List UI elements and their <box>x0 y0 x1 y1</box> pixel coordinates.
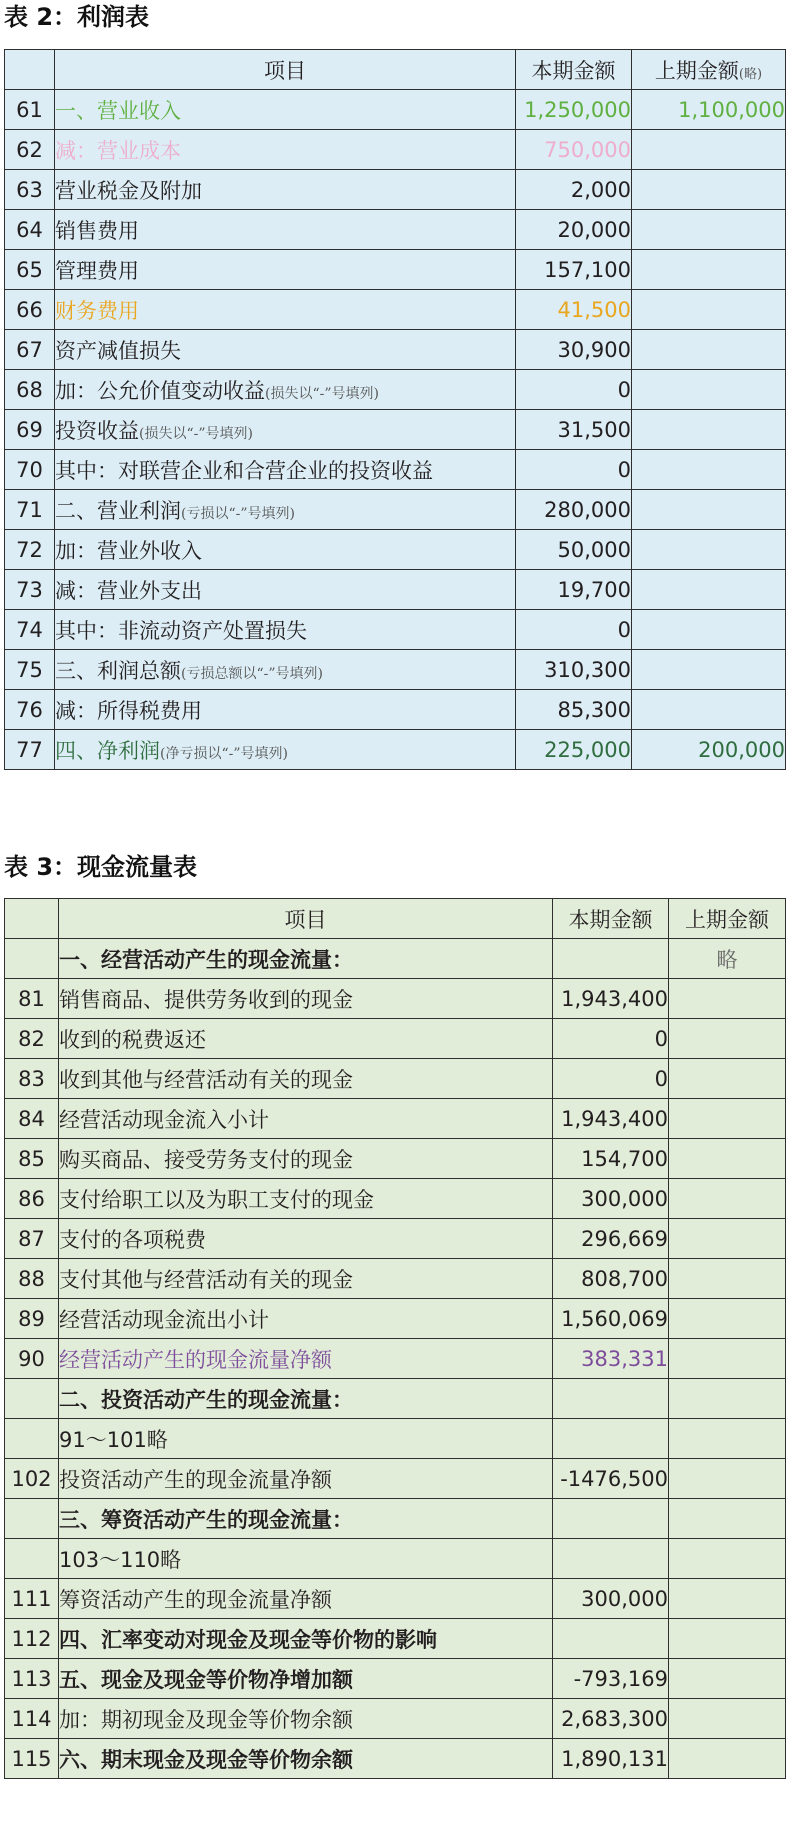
row-number: 89 <box>5 1299 59 1339</box>
row-item-label: 资产减值损失 <box>55 338 181 363</box>
row-item <box>55 290 516 330</box>
row-item <box>55 610 516 650</box>
row-previous <box>669 1059 786 1099</box>
row-current: 0 <box>553 1019 669 1059</box>
header-current: 本期金额 <box>516 50 632 90</box>
row-number <box>5 1499 59 1539</box>
table-row <box>5 1699 786 1739</box>
table-row <box>5 490 786 530</box>
row-current: 0 <box>516 610 632 650</box>
row-number: 86 <box>5 1179 59 1219</box>
row-item: 加：期初现金及现金等价物余额 <box>59 1699 553 1739</box>
table-row <box>5 90 786 130</box>
table-row <box>5 1299 786 1339</box>
row-current <box>553 1419 669 1459</box>
table-row <box>5 1739 786 1779</box>
row-number: 81 <box>5 979 59 1019</box>
row-current <box>553 1539 669 1579</box>
row-item-label: 三、利润总额 <box>55 658 181 683</box>
row-item: 支付其他与经营活动有关的现金 <box>59 1259 553 1299</box>
header-previous-label: 上期金额 <box>654 58 739 83</box>
row-previous <box>632 210 786 250</box>
row-item <box>55 330 516 370</box>
row-number: 75 <box>5 650 55 690</box>
row-item <box>55 690 516 730</box>
row-previous <box>669 1379 786 1419</box>
row-item-label: 加：营业外收入 <box>55 538 202 563</box>
row-number: 115 <box>5 1739 59 1779</box>
table-header-row <box>5 50 786 90</box>
header-no <box>5 899 59 939</box>
row-number: 65 <box>5 250 55 290</box>
table-row <box>5 530 786 570</box>
table-row <box>5 1339 786 1379</box>
table-row <box>5 290 786 330</box>
row-current: -1476,500 <box>553 1459 669 1499</box>
row-number: 77 <box>5 730 55 770</box>
row-previous <box>632 650 786 690</box>
row-item: 收到的税费返还 <box>59 1019 553 1059</box>
table-row <box>5 370 786 410</box>
table-row <box>5 1419 786 1459</box>
row-item-note: (亏损以“-”号填列) <box>181 505 295 522</box>
table-row <box>5 979 786 1019</box>
row-previous <box>632 490 786 530</box>
row-previous <box>669 1499 786 1539</box>
row-current: 808,700 <box>553 1259 669 1299</box>
row-item-note: (损失以“-”号填列) <box>265 385 379 402</box>
row-number: 83 <box>5 1059 59 1099</box>
row-item <box>55 730 516 770</box>
row-item <box>55 650 516 690</box>
row-previous <box>632 450 786 490</box>
header-no <box>5 50 55 90</box>
row-item-note: (损失以“-”号填列) <box>139 425 253 442</box>
row-current: 1,250,000 <box>516 90 632 130</box>
row-number: 76 <box>5 690 55 730</box>
row-previous <box>669 1139 786 1179</box>
row-current: 2,000 <box>516 170 632 210</box>
header-previous-note: (略) <box>738 66 763 82</box>
row-item-label: 四、净利润 <box>55 738 160 763</box>
table-row <box>5 1179 786 1219</box>
row-item <box>55 410 516 450</box>
row-number: 113 <box>5 1659 59 1699</box>
table-row <box>5 1059 786 1099</box>
row-current: 296,669 <box>553 1219 669 1259</box>
row-current: 31,500 <box>516 410 632 450</box>
header-previous: 上期金额 <box>669 899 786 939</box>
row-number: 71 <box>5 490 55 530</box>
row-item: 四、汇率变动对现金及现金等价物的影响 <box>59 1619 553 1659</box>
cash-flow-table <box>4 898 786 1779</box>
row-current: 2,683,300 <box>553 1699 669 1739</box>
table-row <box>5 570 786 610</box>
row-item-label: 财务费用 <box>55 298 139 323</box>
row-current: 300,000 <box>553 1179 669 1219</box>
row-previous <box>669 1419 786 1459</box>
header-item: 项目 <box>59 899 553 939</box>
row-item <box>55 570 516 610</box>
row-number: 64 <box>5 210 55 250</box>
table-row <box>5 130 786 170</box>
row-number <box>5 1419 59 1459</box>
row-current: 280,000 <box>516 490 632 530</box>
header-item: 项目 <box>55 50 516 90</box>
row-previous <box>669 979 786 1019</box>
row-item: 支付的各项税费 <box>59 1219 553 1259</box>
row-item-note: (净亏损以“-”号填列) <box>160 745 288 762</box>
row-previous <box>632 610 786 650</box>
row-item: 销售商品、提供劳务收到的现金 <box>59 979 553 1019</box>
header-current: 本期金额 <box>553 899 669 939</box>
row-item-label: 其中：对联营企业和合营企业的投资收益 <box>55 458 433 483</box>
row-item: 购买商品、接受劳务支付的现金 <box>59 1139 553 1179</box>
row-item <box>55 530 516 570</box>
row-number: 67 <box>5 330 55 370</box>
table-row <box>5 410 786 450</box>
row-item-label: 减：营业成本 <box>55 138 181 163</box>
row-current: 157,100 <box>516 250 632 290</box>
row-item: 收到其他与经营活动有关的现金 <box>59 1059 553 1099</box>
row-current: 750,000 <box>516 130 632 170</box>
row-current: 154,700 <box>553 1139 669 1179</box>
row-item-label: 其中：非流动资产处置损失 <box>55 618 307 643</box>
row-item-label: 二、营业利润 <box>55 498 181 523</box>
profit-table-caption: 表 2：利润表 <box>4 3 150 31</box>
profit-table <box>4 49 786 770</box>
row-item: 91～101略 <box>59 1419 553 1459</box>
table-row <box>5 1259 786 1299</box>
row-item: 一、经营活动产生的现金流量： <box>59 939 553 979</box>
table-row <box>5 330 786 370</box>
table-row <box>5 1099 786 1139</box>
row-current: 1,943,400 <box>553 979 669 1019</box>
table-row <box>5 1019 786 1059</box>
row-current: 300,000 <box>553 1579 669 1619</box>
row-number: 72 <box>5 530 55 570</box>
row-item <box>55 130 516 170</box>
row-number: 85 <box>5 1139 59 1179</box>
row-number: 112 <box>5 1619 59 1659</box>
table-row <box>5 210 786 250</box>
row-number: 74 <box>5 610 55 650</box>
row-current: 1,890,131 <box>553 1739 669 1779</box>
row-previous <box>669 1019 786 1059</box>
table-row <box>5 450 786 490</box>
row-previous <box>632 290 786 330</box>
row-current: 0 <box>553 1059 669 1099</box>
table-row <box>5 1579 786 1619</box>
row-number: 102 <box>5 1459 59 1499</box>
row-item <box>55 370 516 410</box>
row-current: 41,500 <box>516 290 632 330</box>
row-item-label: 销售费用 <box>55 218 139 243</box>
row-previous <box>669 1459 786 1499</box>
row-previous <box>669 1299 786 1339</box>
row-current: 383,331 <box>553 1339 669 1379</box>
table-row <box>5 939 786 979</box>
table-row <box>5 610 786 650</box>
table-row <box>5 1539 786 1579</box>
row-current: 85,300 <box>516 690 632 730</box>
row-previous <box>669 1579 786 1619</box>
row-number: 62 <box>5 130 55 170</box>
row-item: 二、投资活动产生的现金流量： <box>59 1379 553 1419</box>
row-previous: 略 <box>669 939 786 979</box>
row-number <box>5 939 59 979</box>
row-previous <box>669 1699 786 1739</box>
header-previous <box>632 50 786 90</box>
row-previous <box>669 1219 786 1259</box>
table-row <box>5 1659 786 1699</box>
row-item <box>55 170 516 210</box>
row-item-label: 投资收益 <box>55 418 139 443</box>
table-row <box>5 170 786 210</box>
row-current: 310,300 <box>516 650 632 690</box>
cash-table-caption: 表 3：现金流量表 <box>4 853 198 881</box>
row-current: 1,943,400 <box>553 1099 669 1139</box>
row-item <box>55 90 516 130</box>
row-item: 六、期末现金及现金等价物余额 <box>59 1739 553 1779</box>
row-previous <box>632 570 786 610</box>
row-previous <box>669 1539 786 1579</box>
table-row <box>5 730 786 770</box>
row-previous <box>632 410 786 450</box>
row-previous <box>669 1179 786 1219</box>
table-row <box>5 1379 786 1419</box>
row-previous <box>669 1259 786 1299</box>
row-item: 筹资活动产生的现金流量净额 <box>59 1579 553 1619</box>
table-header-row <box>5 899 786 939</box>
row-item-label: 减：所得税费用 <box>55 698 202 723</box>
row-number: 66 <box>5 290 55 330</box>
row-current: 30,900 <box>516 330 632 370</box>
row-previous <box>669 1099 786 1139</box>
row-number <box>5 1379 59 1419</box>
row-current: 50,000 <box>516 530 632 570</box>
row-previous <box>632 130 786 170</box>
row-item: 支付给职工以及为职工支付的现金 <box>59 1179 553 1219</box>
row-current: 1,560,069 <box>553 1299 669 1339</box>
row-number <box>5 1539 59 1579</box>
row-current <box>553 1619 669 1659</box>
row-previous <box>669 1659 786 1699</box>
table-row <box>5 1619 786 1659</box>
row-item: 五、现金及现金等价物净增加额 <box>59 1659 553 1699</box>
row-previous <box>632 330 786 370</box>
row-item-label: 营业税金及附加 <box>55 178 202 203</box>
table-row <box>5 250 786 290</box>
row-previous <box>669 1619 786 1659</box>
row-number: 114 <box>5 1699 59 1739</box>
row-current: 0 <box>516 450 632 490</box>
row-current: 0 <box>516 370 632 410</box>
row-item-label: 加：公允价值变动收益 <box>55 378 265 403</box>
row-item-label: 管理费用 <box>55 258 139 283</box>
row-current: 225,000 <box>516 730 632 770</box>
row-number: 70 <box>5 450 55 490</box>
row-item <box>55 490 516 530</box>
row-number: 111 <box>5 1579 59 1619</box>
row-previous <box>632 530 786 570</box>
table-row <box>5 1139 786 1179</box>
row-number: 88 <box>5 1259 59 1299</box>
row-number: 61 <box>5 90 55 130</box>
row-item-note: (亏损总额以“-”号填列) <box>181 665 323 682</box>
row-current <box>553 939 669 979</box>
row-item-label: 一、营业收入 <box>55 98 181 123</box>
row-current <box>553 1499 669 1539</box>
row-number: 87 <box>5 1219 59 1259</box>
table-row <box>5 1459 786 1499</box>
row-previous <box>669 1339 786 1379</box>
table-row <box>5 650 786 690</box>
row-item <box>55 250 516 290</box>
row-item: 三、筹资活动产生的现金流量： <box>59 1499 553 1539</box>
row-item: 103～110略 <box>59 1539 553 1579</box>
table-row <box>5 1219 786 1259</box>
row-number: 68 <box>5 370 55 410</box>
row-current: 19,700 <box>516 570 632 610</box>
row-number: 73 <box>5 570 55 610</box>
row-item <box>55 210 516 250</box>
row-item: 经营活动现金流入小计 <box>59 1099 553 1139</box>
row-number: 69 <box>5 410 55 450</box>
table-row <box>5 690 786 730</box>
row-item: 经营活动产生的现金流量净额 <box>59 1339 553 1379</box>
row-current <box>553 1379 669 1419</box>
row-item: 经营活动现金流出小计 <box>59 1299 553 1339</box>
row-number: 63 <box>5 170 55 210</box>
row-previous <box>632 370 786 410</box>
row-item-label: 减：营业外支出 <box>55 578 202 603</box>
row-previous <box>669 1739 786 1779</box>
row-number: 90 <box>5 1339 59 1379</box>
row-previous <box>632 690 786 730</box>
row-current: -793,169 <box>553 1659 669 1699</box>
row-previous: 200,000 <box>632 730 786 770</box>
table-row <box>5 1499 786 1539</box>
row-current: 20,000 <box>516 210 632 250</box>
row-previous <box>632 250 786 290</box>
row-previous <box>632 170 786 210</box>
row-item: 投资活动产生的现金流量净额 <box>59 1459 553 1499</box>
row-item <box>55 450 516 490</box>
row-number: 84 <box>5 1099 59 1139</box>
row-previous: 1,100,000 <box>632 90 786 130</box>
row-number: 82 <box>5 1019 59 1059</box>
